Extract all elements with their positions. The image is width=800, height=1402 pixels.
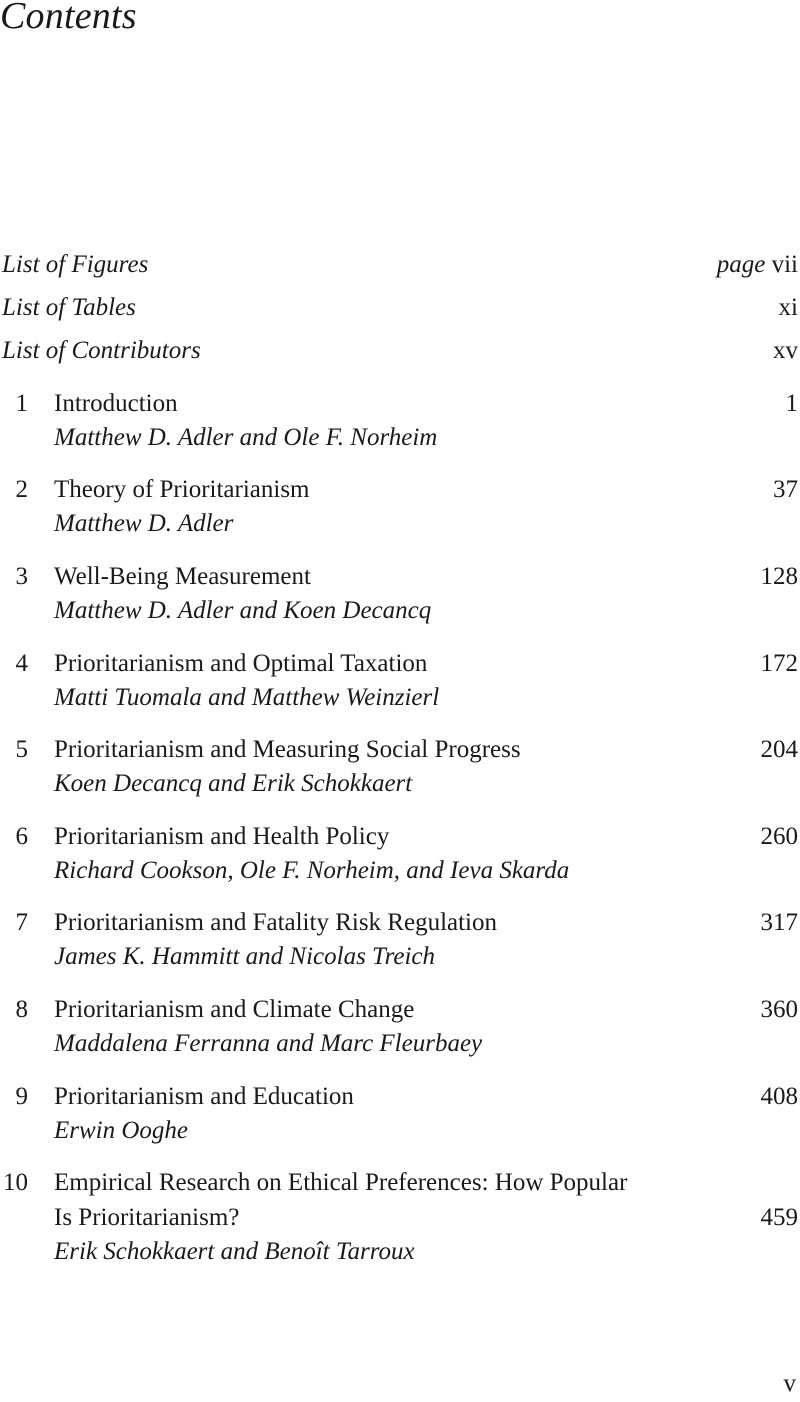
- chapter-title: Prioritarianism and Fatality Risk Regulation: [54, 909, 498, 936]
- page-folio: v: [783, 1370, 796, 1397]
- toc-front-list-of-tables: [0, 294, 800, 324]
- chapter-authors: Richard Cookson, Ole F. Norheim, and Ieva Skarda: [54, 857, 570, 884]
- chapter-page: 1: [785, 390, 798, 417]
- chapter-authors: Erwin Ooghe: [54, 1117, 189, 1144]
- chapter-title-line2: Is Prioritarianism?: [54, 1204, 240, 1231]
- chapter-number: 2: [15, 476, 28, 503]
- chapter-number: 8: [15, 996, 28, 1023]
- chapter-page: 204: [760, 736, 798, 763]
- chapter-authors: Matthew D. Adler and Ole F. Norheim: [54, 424, 438, 451]
- front-title: List of Tables: [2, 294, 136, 321]
- chapter-page: 408: [760, 1083, 798, 1110]
- toc-front-list-of-contributors: [0, 337, 800, 367]
- chapter-title: Prioritarianism and Climate Change: [54, 996, 415, 1023]
- chapter-number: 9: [15, 1083, 28, 1110]
- chapter-number: 10: [3, 1169, 28, 1196]
- chapter-title: Prioritarianism and Measuring Social Progress: [54, 736, 521, 763]
- front-page: xi: [778, 294, 798, 321]
- page-number: vii: [771, 251, 798, 278]
- front-page: [717, 251, 798, 279]
- chapter-title: Prioritarianism and Education: [54, 1083, 354, 1110]
- front-title: List of Contributors: [2, 337, 201, 364]
- chapter-number: 1: [15, 390, 28, 417]
- front-title: List of Figures: [2, 251, 149, 278]
- chapter-number: 5: [15, 736, 28, 763]
- chapter-authors: Maddalena Ferranna and Marc Fleurbaey: [54, 1030, 483, 1057]
- chapter-page: 317: [760, 909, 798, 936]
- chapter-page: 128: [760, 563, 798, 590]
- chapter-authors: James K. Hammitt and Nicolas Treich: [54, 943, 436, 970]
- chapter-number: 6: [15, 823, 28, 850]
- chapter-page: 172: [760, 650, 798, 677]
- toc-front-list-of-figures: [0, 251, 800, 281]
- chapter-page: 360: [760, 996, 798, 1023]
- chapter-authors: Matthew D. Adler and Koen Decancq: [54, 597, 432, 624]
- chapter-authors: Koen Decancq and Erik Schokkaert: [54, 770, 413, 797]
- chapter-authors: Erik Schokkaert and Benoît Tarroux: [54, 1238, 415, 1265]
- chapter-number: 7: [15, 909, 28, 936]
- chapter-title: Prioritarianism and Health Policy: [54, 823, 390, 850]
- page-prefix: page: [716, 251, 766, 278]
- front-page: xv: [773, 337, 798, 364]
- chapter-title: Well-Being Measurement: [54, 563, 311, 590]
- chapter-title: Introduction: [54, 390, 178, 417]
- chapter-title: Prioritarianism and Optimal Taxation: [54, 650, 428, 677]
- contents-heading: Contents: [0, 0, 137, 37]
- chapter-number: 4: [15, 650, 28, 677]
- chapter-page: 260: [760, 823, 798, 850]
- chapter-number: 3: [15, 563, 28, 590]
- chapter-title: Theory of Prioritarianism: [54, 476, 310, 503]
- chapter-page: 459: [760, 1204, 798, 1231]
- chapter-title: Empirical Research on Ethical Preferences: How Popular: [54, 1169, 628, 1196]
- chapter-page: 37: [773, 476, 798, 503]
- chapter-authors: Matthew D. Adler: [54, 510, 234, 537]
- chapter-authors: Matti Tuomala and Matthew Weinzierl: [54, 684, 440, 711]
